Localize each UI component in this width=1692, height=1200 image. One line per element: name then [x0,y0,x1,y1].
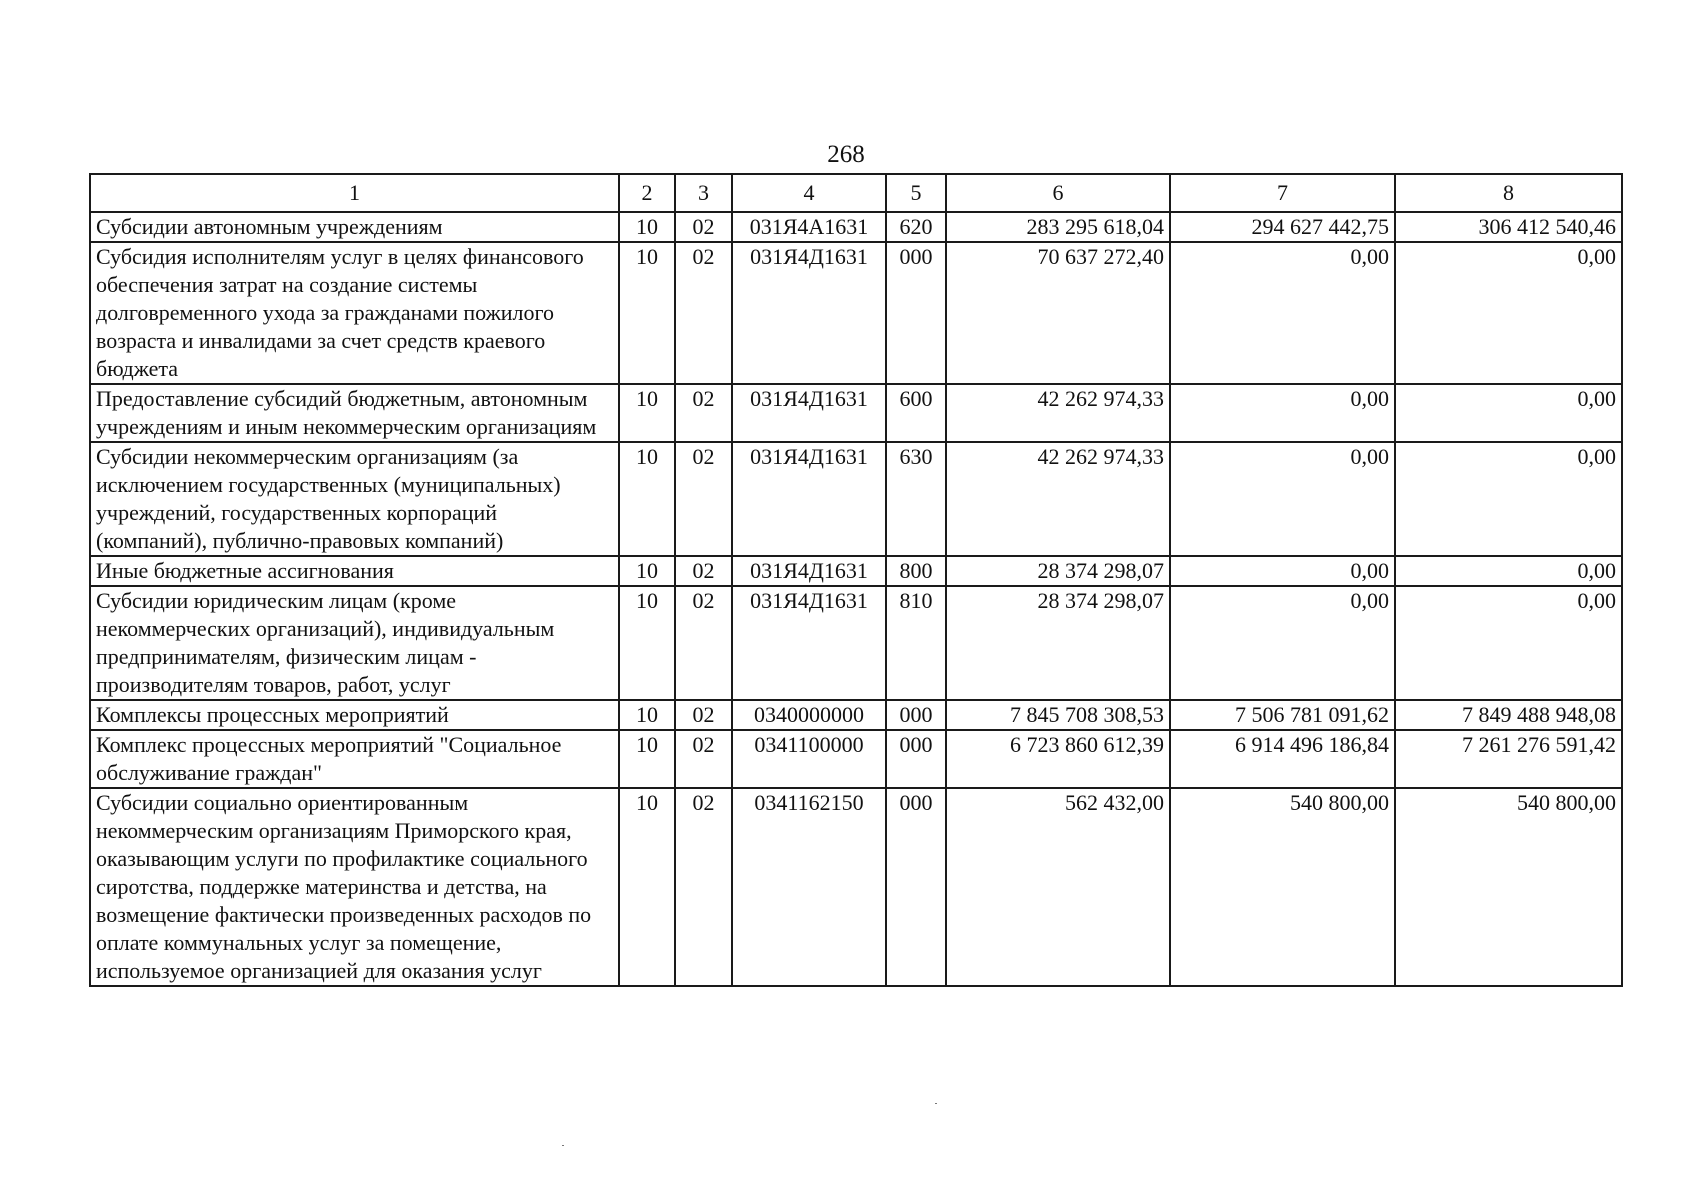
target-article-code: 0340000000 [732,700,886,730]
target-article-code: 0341100000 [732,730,886,788]
amount-col8: 0,00 [1395,242,1622,384]
expense-type-code: 000 [886,788,946,986]
amount-col8: 0,00 [1395,442,1622,556]
table-row [90,212,1622,242]
target-article-code: 031Я4Д1631 [732,384,886,442]
row-name: Субсидии юридическим лицам (кроме некоммерческих организаций), индивидуальным предпринимателям, физическим лицам - производителям товаров, работ, услуг [90,586,619,700]
column-header: 3 [675,174,732,212]
amount-col7: 540 800,00 [1170,788,1395,986]
table-row [90,242,1622,384]
expense-type-code: 600 [886,384,946,442]
table-row [90,442,1622,556]
column-header: 5 [886,174,946,212]
amount-col8: 0,00 [1395,556,1622,586]
expense-type-code: 630 [886,442,946,556]
amount-col6: 28 374 298,07 [946,586,1170,700]
subsection-code: 02 [675,242,732,384]
header-row [90,174,1622,212]
section-code: 10 [619,586,675,700]
target-article-code: 0341162150 [732,788,886,986]
amount-col7: 6 914 496 186,84 [1170,730,1395,788]
table-row [90,384,1622,442]
subsection-code: 02 [675,212,732,242]
expense-type-code: 620 [886,212,946,242]
amount-col8: 0,00 [1395,586,1622,700]
section-code: 10 [619,788,675,986]
amount-col8: 7 261 276 591,42 [1395,730,1622,788]
amount-col8: 306 412 540,46 [1395,212,1622,242]
amount-col6: 42 262 974,33 [946,442,1170,556]
expense-type-code: 800 [886,556,946,586]
section-code: 10 [619,242,675,384]
amount-col6: 42 262 974,33 [946,384,1170,442]
section-code: 10 [619,700,675,730]
amount-col7: 0,00 [1170,442,1395,556]
amount-col6: 28 374 298,07 [946,556,1170,586]
table-row [90,788,1622,986]
scan-speck [562,1145,564,1146]
subsection-code: 02 [675,700,732,730]
scan-speck [935,1103,937,1104]
page-number: 268 [827,141,865,168]
row-name: Субсидии социально ориентированным некоммерческим организациям Приморского края, оказывающим услуги по профилактике социального сиротства, поддержке материнства и детства, на возмещение фактически произведенных расходов по оплате коммунальных услуг за помещение, используемое организацией для оказания услуг [90,788,619,986]
subsection-code: 02 [675,586,732,700]
section-code: 10 [619,442,675,556]
amount-col7: 7 506 781 091,62 [1170,700,1395,730]
table-row [90,700,1622,730]
row-name: Комплекс процессных мероприятий "Социальное обслуживание граждан" [90,730,619,788]
row-name: Субсидии некоммерческим организациям (за исключением государственных (муниципальных) учреждений, государственных корпораций (компаний), публично-правовых компаний) [90,442,619,556]
expense-type-code: 000 [886,242,946,384]
budget-table [89,173,1623,987]
column-header: 8 [1395,174,1622,212]
section-code: 10 [619,730,675,788]
expense-type-code: 000 [886,730,946,788]
column-header: 4 [732,174,886,212]
amount-col7: 294 627 442,75 [1170,212,1395,242]
amount-col6: 562 432,00 [946,788,1170,986]
subsection-code: 02 [675,788,732,986]
row-name: Субсидии автономным учреждениям [90,212,619,242]
target-article-code: 031Я4Д1631 [732,242,886,384]
target-article-code: 031Я4Д1631 [732,556,886,586]
row-name: Иные бюджетные ассигнования [90,556,619,586]
row-name: Субсидия исполнителям услуг в целях финансового обеспечения затрат на создание системы долговременного ухода за гражданами пожилого возраста и инвалидами за счет средств краевого бюджета [90,242,619,384]
subsection-code: 02 [675,442,732,556]
expense-type-code: 810 [886,586,946,700]
expense-type-code: 000 [886,700,946,730]
amount-col7: 0,00 [1170,586,1395,700]
subsection-code: 02 [675,730,732,788]
column-header: 2 [619,174,675,212]
subsection-code: 02 [675,384,732,442]
amount-col8: 540 800,00 [1395,788,1622,986]
amount-col7: 0,00 [1170,556,1395,586]
target-article-code: 031Я4Д1631 [732,442,886,556]
table-row [90,586,1622,700]
target-article-code: 031Я4А1631 [732,212,886,242]
row-name: Предоставление субсидий бюджетным, автономным учреждениям и иным некоммерческим организациям [90,384,619,442]
section-code: 10 [619,384,675,442]
amount-col6: 7 845 708 308,53 [946,700,1170,730]
amount-col7: 0,00 [1170,242,1395,384]
row-name: Комплексы процессных мероприятий [90,700,619,730]
amount-col8: 7 849 488 948,08 [1395,700,1622,730]
column-header: 7 [1170,174,1395,212]
amount-col6: 283 295 618,04 [946,212,1170,242]
amount-col8: 0,00 [1395,384,1622,442]
amount-col6: 70 637 272,40 [946,242,1170,384]
table-row [90,556,1622,586]
section-code: 10 [619,556,675,586]
subsection-code: 02 [675,556,732,586]
table-row [90,730,1622,788]
amount-col7: 0,00 [1170,384,1395,442]
column-header: 1 [90,174,619,212]
amount-col6: 6 723 860 612,39 [946,730,1170,788]
target-article-code: 031Я4Д1631 [732,586,886,700]
section-code: 10 [619,212,675,242]
column-header: 6 [946,174,1170,212]
